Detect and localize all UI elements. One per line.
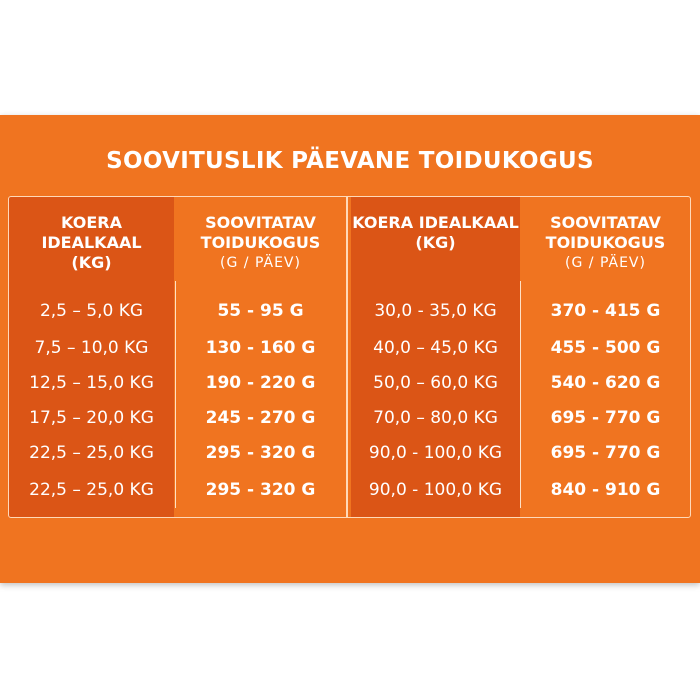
header-food-amount-right: [521, 213, 690, 273]
header-amount-label-1: SOOVITATAV: [550, 213, 661, 232]
right-amount-cell: 455 - 500 G: [550, 338, 661, 358]
right-weight-cell: 40,0 – 45,0 KG: [373, 338, 498, 358]
right-weight-cell: 70,0 – 80,0 KG: [373, 408, 498, 428]
table-divider: [346, 196, 348, 518]
right-weight-cell: 90,0 - 100,0 KG: [368, 480, 503, 500]
header-weight-unit: (KG): [71, 253, 112, 272]
page-title: SOOVITUSLIK PÄEVANE TOIDUKOGUS: [106, 148, 594, 174]
left-amount-cell: 295 - 320 G: [205, 443, 316, 463]
header-dog-weight-left: [9, 213, 174, 273]
left-weight-cell: 2,5 – 5,0 KG: [39, 301, 144, 321]
left-amount-cell: 190 - 220 G: [205, 373, 316, 393]
left-amount-cell: 55 - 95 G: [217, 301, 304, 321]
header-weight-unit: (KG): [415, 233, 456, 252]
right-weight-cell: 90,0 - 100,0 KG: [368, 443, 503, 463]
header-amount-label-2: TOIDUKOGUS: [200, 233, 321, 252]
header-amount-label-2: TOIDUKOGUS: [545, 233, 666, 252]
left-amount-cell: 130 - 160 G: [205, 338, 316, 358]
left-weight-cell: 22,5 – 25,0 KG: [29, 480, 154, 500]
right-weight-cell: 30,0 - 35,0 KG: [374, 301, 497, 321]
right-amount-cell: 370 - 415 G: [550, 301, 661, 321]
header-amount-unit: (G / PÄEV): [220, 255, 301, 271]
left-amount-cell: 245 - 270 G: [205, 408, 316, 428]
header-amount-label-1: SOOVITATAV: [205, 213, 316, 232]
left-weight-cell: 7,5 – 10,0 KG: [34, 338, 149, 358]
header-weight-label: KOERA IDEALKAAL: [352, 213, 519, 232]
header-food-amount-left: [176, 213, 345, 273]
header-weight-label: KOERA IDEALKAAL: [41, 213, 142, 252]
left-amount-cell: 295 - 320 G: [205, 480, 316, 500]
left-weight-cell: 12,5 – 15,0 KG: [29, 373, 154, 393]
header-amount-unit: (G / PÄEV): [565, 255, 646, 271]
left-weight-cell: 22,5 – 25,0 KG: [29, 443, 154, 463]
right-amount-cell: 695 - 770 G: [550, 408, 661, 428]
right-weight-cell: 50,0 – 60,0 KG: [373, 373, 498, 393]
header-dog-weight-right: [351, 213, 520, 253]
right-amount-cell: 540 - 620 G: [550, 373, 661, 393]
right-amount-cell: 695 - 770 G: [550, 443, 661, 463]
right-amount-cell: 840 - 910 G: [550, 480, 661, 500]
left-weight-cell: 17,5 – 20,0 KG: [29, 408, 154, 428]
